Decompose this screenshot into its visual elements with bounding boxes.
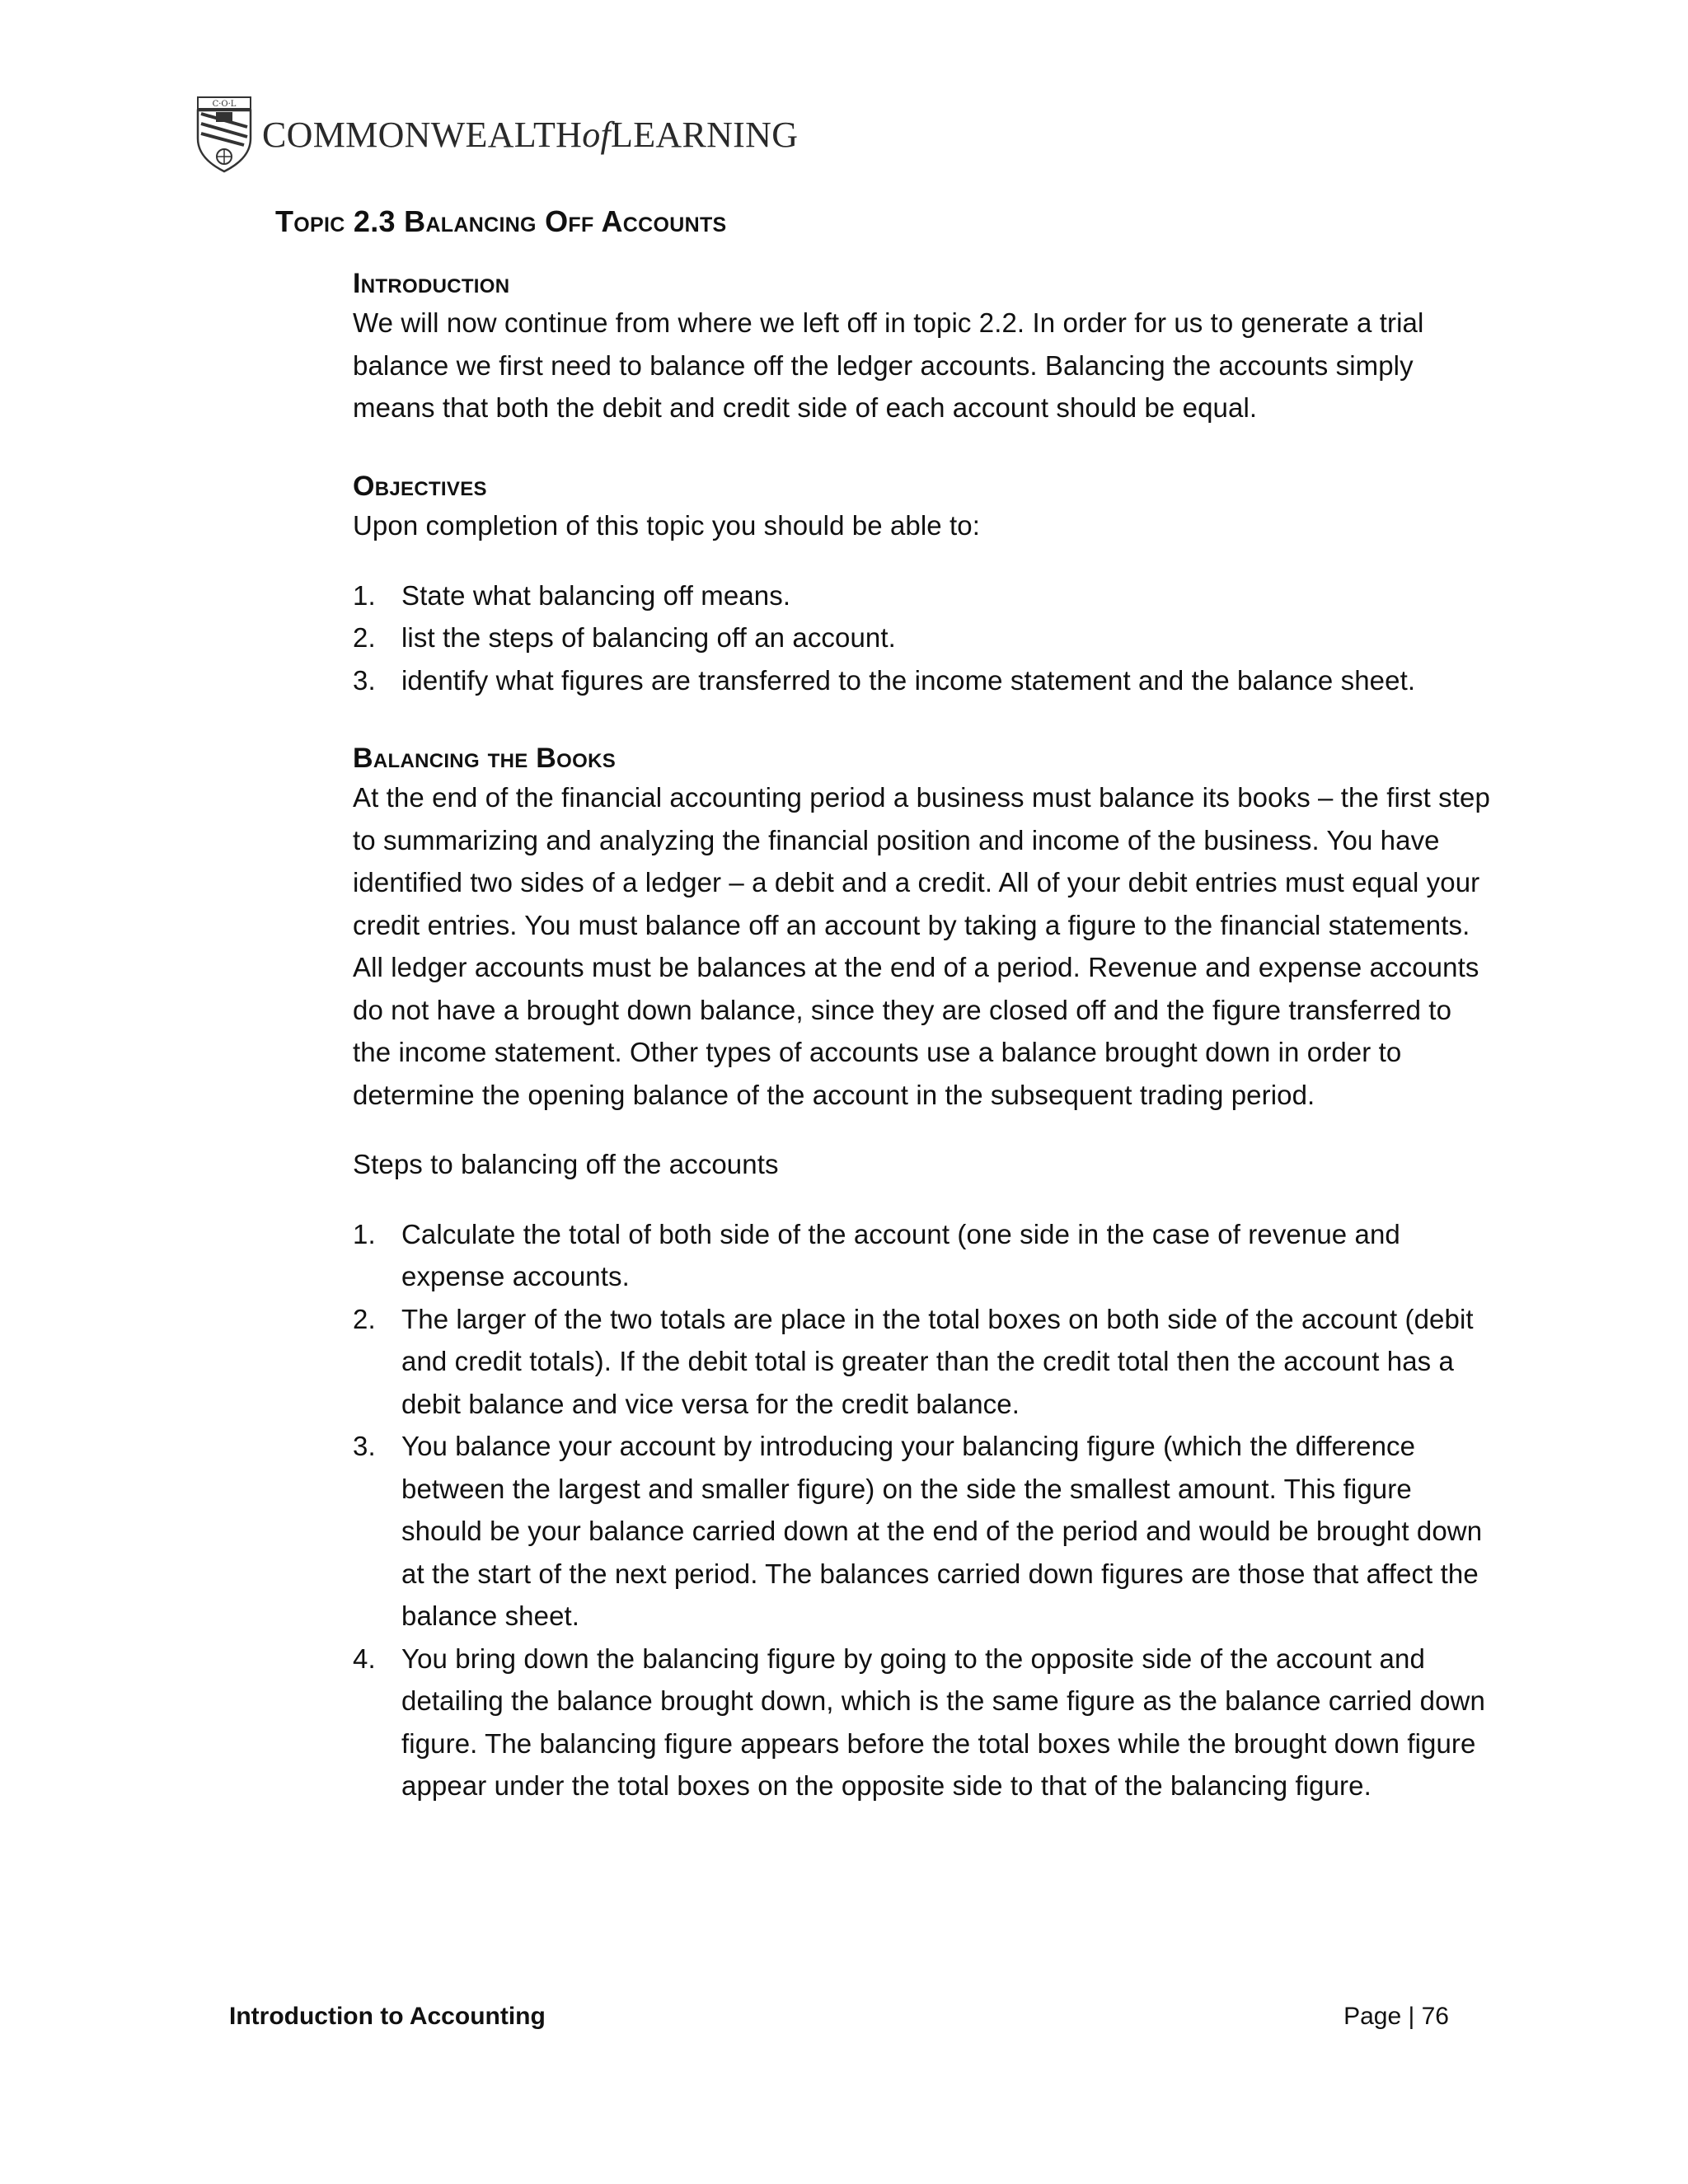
svg-text:C·O·L: C·O·L — [212, 100, 237, 109]
list-item: 3. You balance your account by introducing your balancing figure (which the difference between the largest and smaller figure) on the side the smallest amount. This figure should be your balance carried down at the end of the period and would be brought down at the start of the next period. The balances carried down figures are those that affect the balance sheet. — [353, 1431, 1483, 1631]
list-item: 4. You bring down the balancing figure by going to the opposite side of the account and detailing the balance brought down, which is the same figure as the balance carried down figure. The balancing figure appears before the total boxes while the brought down figure appear under the total boxes on the opposite side to that of the balancing figure. — [353, 1643, 1485, 1801]
balancing-books-section — [353, 740, 1490, 1807]
objectives-heading: Objectives — [353, 471, 487, 502]
footer-page-number: Page | 76 — [1343, 2003, 1449, 2030]
balancing-books-text: At the end of the financial accounting period a business must balance its books – the first step to summarizing and analyzing the financial position and income of the business. You have identified two sides of a ledger – a debit and a credit. All of your debit entries must equal your credit entries. You must balance off an account by taking a figure to the financial statements. All ledger accounts must be balances at the end of a period. Revenue and expense accounts do not have a brought down balance, since they are closed off and the figure transferred to the income statement. Other types of accounts use a balance brought down in order to determine the opening balance of the account in the subsequent trading period. — [353, 782, 1490, 1110]
objectives-section — [353, 468, 1490, 701]
steps-intro: Steps to balancing off the accounts — [353, 1149, 779, 1179]
introduction-text: We will now continue from where we left off in topic 2.2. In order for us to generate a trial balance we first need to balance off the ledger accounts. Balancing the accounts simply means that both the debit and credit side of each account should be equal. — [353, 307, 1424, 423]
introduction-section — [353, 265, 1490, 429]
steps-list — [353, 1213, 1490, 1807]
list-item: 1. State what balancing off means. — [353, 579, 791, 611]
topic-title: Topic 2.3 Balancing Off Accounts — [275, 204, 727, 238]
col-wordmark: COMMONWEALTHofLEARNING — [262, 114, 799, 155]
footer-course-title: Introduction to Accounting — [229, 2003, 546, 2030]
objectives-list — [353, 574, 1490, 702]
introduction-heading: Introduction — [353, 268, 510, 299]
col-logo — [195, 96, 798, 173]
objectives-intro: Upon completion of this topic you should be able to: — [353, 510, 981, 541]
balancing-books-heading: Balancing the Books — [353, 743, 617, 774]
col-crest-icon — [195, 96, 254, 173]
list-item: 2. The larger of the two totals are place in the total boxes on both side of the account (debit and credit totals). If the debit total is greater than the credit total then the account has a debit balance and vice versa for the credit balance. — [353, 1303, 1474, 1419]
list-item: 2. list the steps of balancing off an account. — [353, 622, 896, 653]
list-item: 1. Calculate the total of both side of the account (one side in the case of revenue and expense accounts. — [353, 1218, 1400, 1291]
list-item: 3. identify what figures are transferred to the income statement and the balance sheet. — [353, 664, 1416, 696]
